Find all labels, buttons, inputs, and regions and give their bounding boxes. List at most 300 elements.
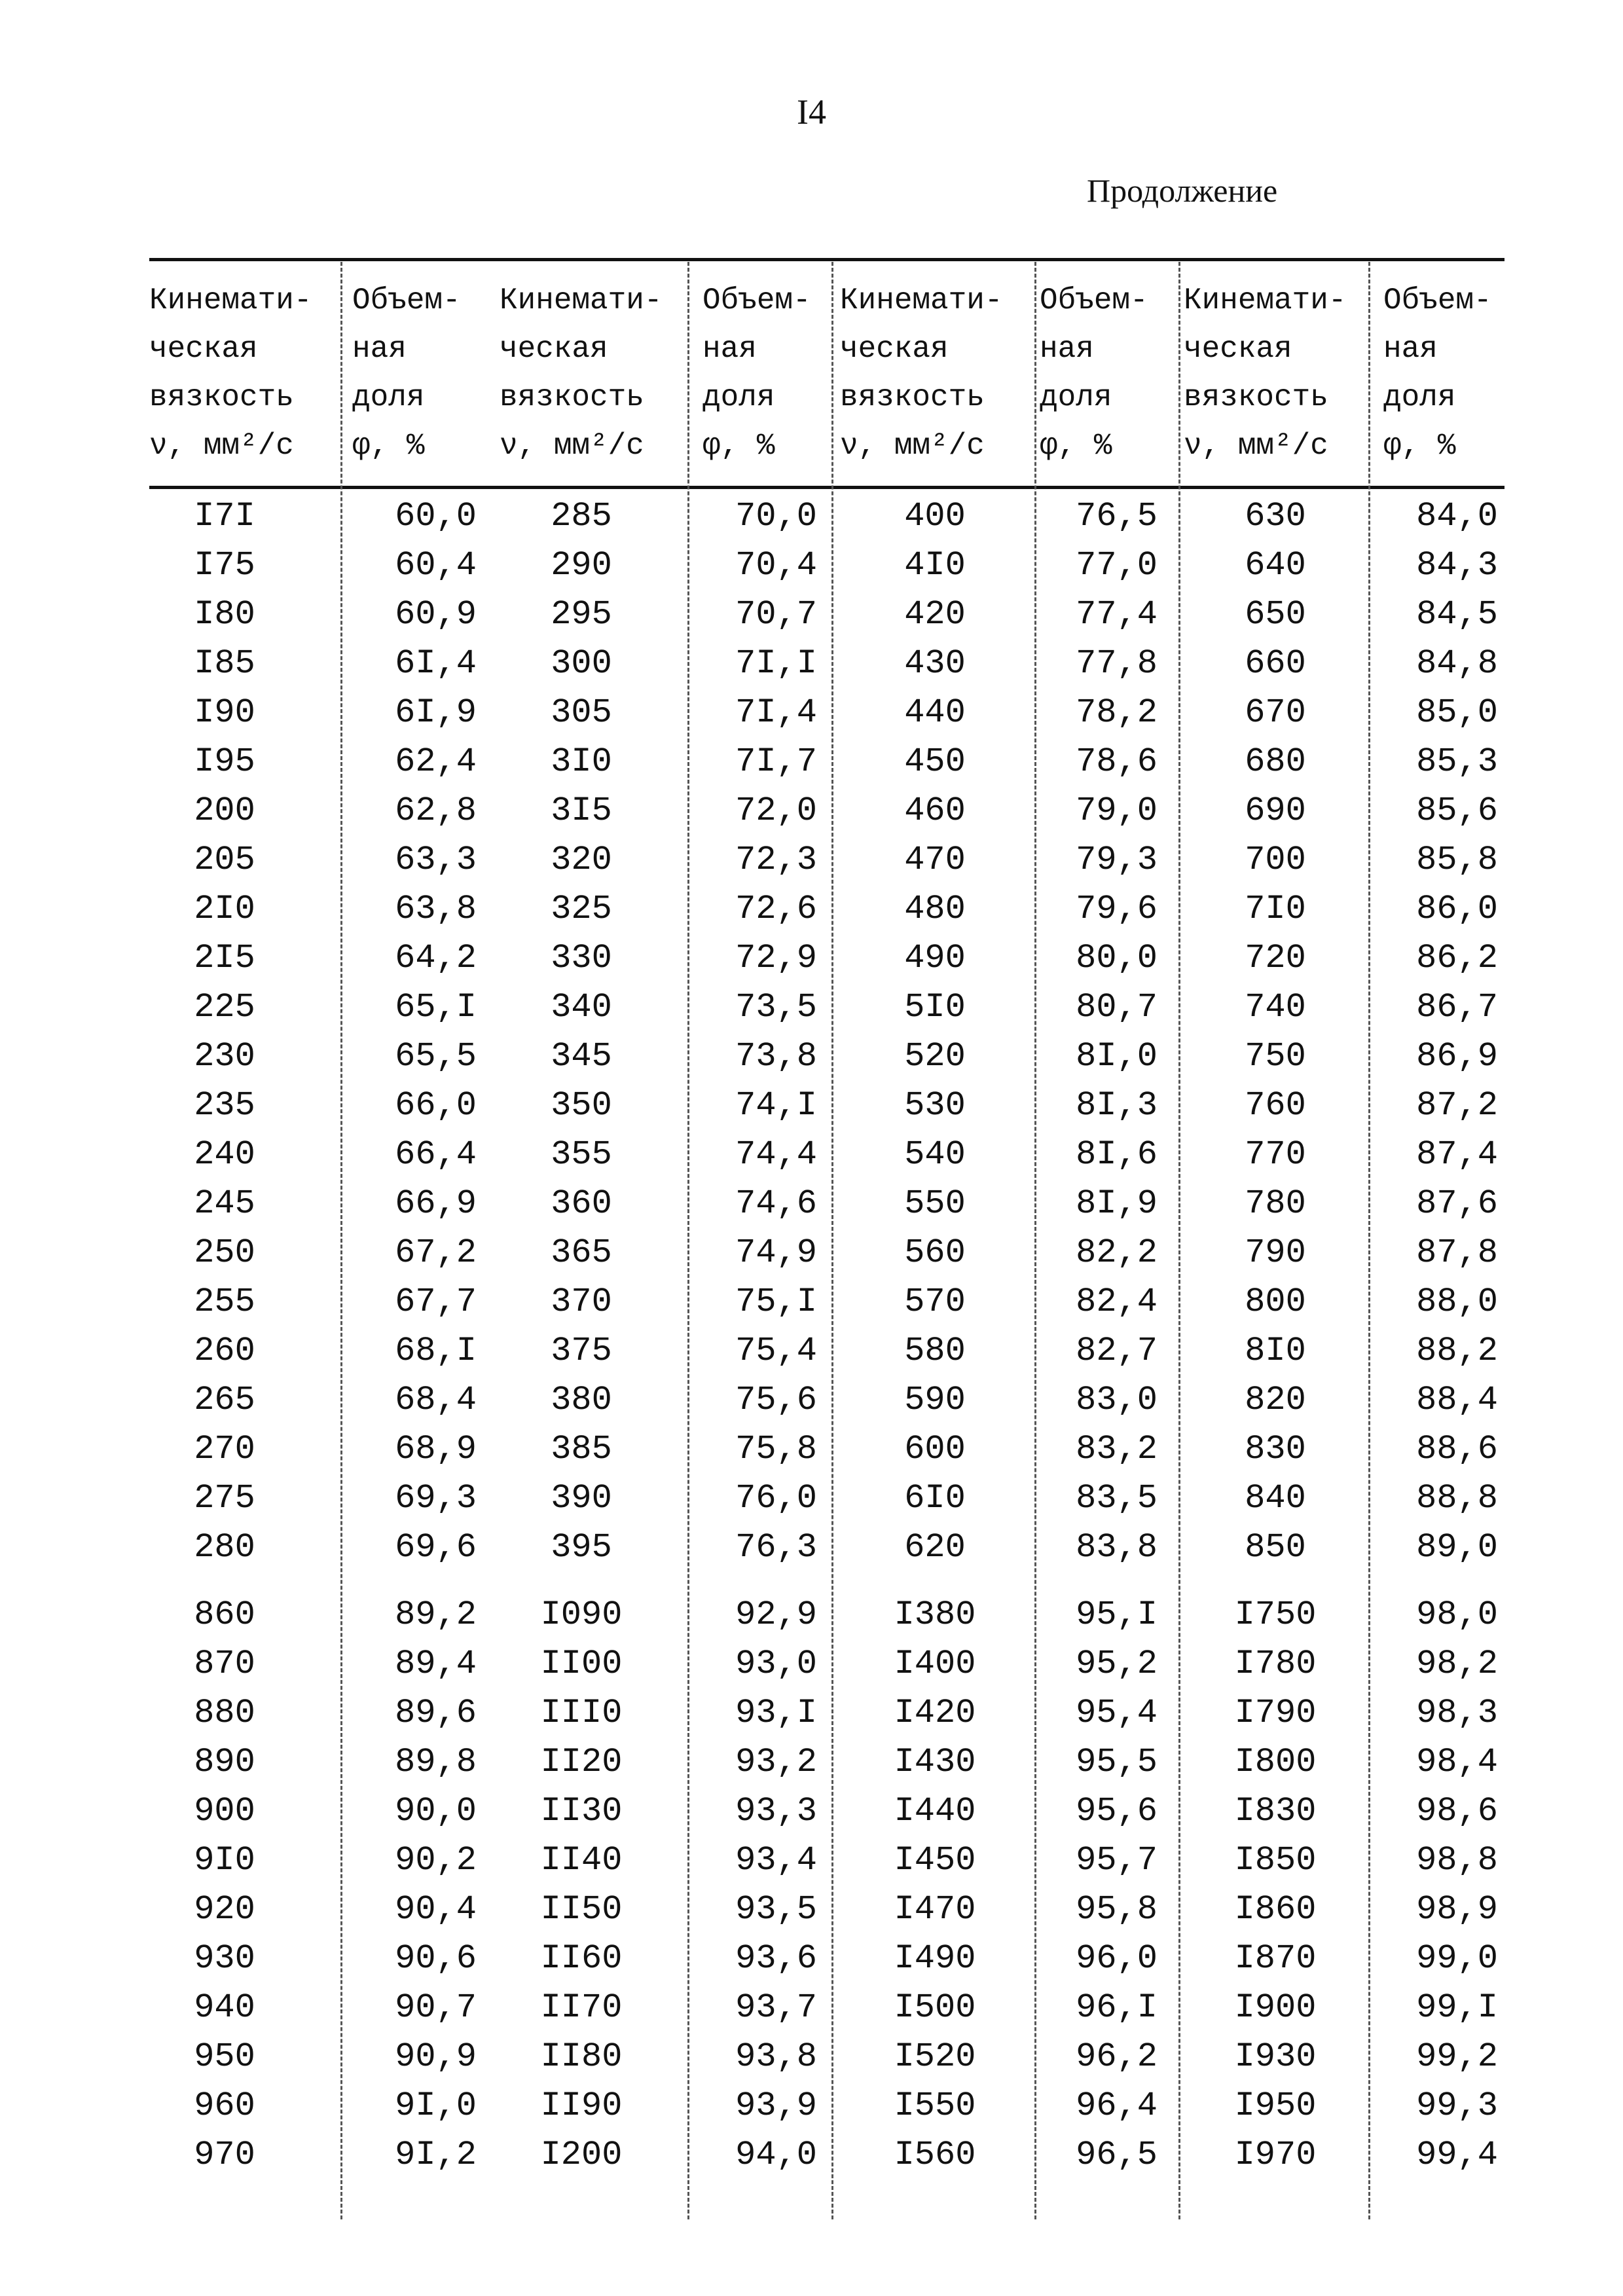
header-line: Кинемати- xyxy=(840,283,1003,318)
cell-volume-fraction: 93,5 xyxy=(735,1890,817,1929)
cell-volume-fraction: 8I,9 xyxy=(1076,1184,1158,1223)
cell-viscosity: 280 xyxy=(194,1528,255,1567)
cell-volume-fraction: 8I,0 xyxy=(1076,1037,1158,1076)
table-row xyxy=(149,492,1504,541)
table-row xyxy=(149,2131,1504,2179)
cell-viscosity: II40 xyxy=(540,1841,623,1880)
table-row xyxy=(149,885,1504,934)
cell-volume-fraction: 83,2 xyxy=(1076,1430,1158,1468)
cell-viscosity: 5I0 xyxy=(904,988,966,1027)
cell-viscosity: 760 xyxy=(1245,1086,1306,1125)
cell-viscosity: 330 xyxy=(551,939,612,977)
table-header-rule xyxy=(149,486,1504,489)
cell-viscosity: 3I0 xyxy=(551,742,612,781)
cell-viscosity: 560 xyxy=(904,1233,966,1272)
cell-viscosity: 385 xyxy=(551,1430,612,1468)
cell-viscosity: 450 xyxy=(904,742,966,781)
cell-viscosity: 270 xyxy=(194,1430,255,1468)
cell-volume-fraction: 60,9 xyxy=(395,595,477,634)
cell-volume-fraction: 8I,3 xyxy=(1076,1086,1158,1125)
table-row xyxy=(149,1787,1504,1836)
cell-volume-fraction: 89,6 xyxy=(395,1694,477,1732)
cell-viscosity: II20 xyxy=(540,1743,623,1781)
cell-viscosity: 620 xyxy=(904,1528,966,1567)
header-line: вязкость xyxy=(500,380,644,414)
header-line: доля xyxy=(1040,380,1112,414)
table-row xyxy=(149,983,1504,1032)
cell-volume-fraction: 93,I xyxy=(735,1694,817,1732)
cell-volume-fraction: 84,8 xyxy=(1416,644,1498,683)
table-row xyxy=(149,1082,1504,1130)
header-line: Объем- xyxy=(1040,283,1148,318)
cell-volume-fraction: 79,3 xyxy=(1076,841,1158,879)
cell-viscosity: 680 xyxy=(1245,742,1306,781)
cell-volume-fraction: 95,8 xyxy=(1076,1890,1158,1929)
cell-volume-fraction: 79,0 xyxy=(1076,792,1158,830)
cell-viscosity: 225 xyxy=(194,988,255,1027)
cell-volume-fraction: 68,9 xyxy=(395,1430,477,1468)
page-number: I4 xyxy=(797,92,826,132)
cell-volume-fraction: 98,0 xyxy=(1416,1595,1498,1634)
cell-viscosity: 285 xyxy=(551,497,612,536)
cell-viscosity: I420 xyxy=(894,1694,976,1732)
header-line: Кинемати- xyxy=(1184,283,1347,318)
cell-viscosity: I850 xyxy=(1234,1841,1317,1880)
cell-viscosity: 235 xyxy=(194,1086,255,1125)
cell-viscosity: 900 xyxy=(194,1792,255,1831)
header-line: Объем- xyxy=(1383,283,1492,318)
cell-volume-fraction: 88,6 xyxy=(1416,1430,1498,1468)
cell-volume-fraction: 74,9 xyxy=(735,1233,817,1272)
cell-volume-fraction: 78,2 xyxy=(1076,693,1158,732)
cell-viscosity: II50 xyxy=(540,1890,623,1929)
cell-volume-fraction: 86,7 xyxy=(1416,988,1498,1027)
cell-viscosity: II60 xyxy=(540,1939,623,1978)
table-top-rule xyxy=(149,258,1504,261)
table-row xyxy=(149,1376,1504,1425)
cell-viscosity: III0 xyxy=(540,1694,623,1732)
cell-viscosity: I560 xyxy=(894,2136,976,2174)
cell-volume-fraction: 87,2 xyxy=(1416,1086,1498,1125)
cell-viscosity: I470 xyxy=(894,1890,976,1929)
cell-volume-fraction: 84,3 xyxy=(1416,546,1498,585)
cell-volume-fraction: 74,I xyxy=(735,1086,817,1125)
cell-viscosity: I90 xyxy=(194,693,255,732)
cell-viscosity: 820 xyxy=(1245,1381,1306,1419)
cell-viscosity: 395 xyxy=(551,1528,612,1567)
cell-viscosity: 800 xyxy=(1245,1283,1306,1321)
cell-viscosity: I090 xyxy=(540,1595,623,1634)
cell-volume-fraction: 88,0 xyxy=(1416,1283,1498,1321)
cell-viscosity: I520 xyxy=(894,2037,976,2076)
table-row xyxy=(149,591,1504,639)
cell-volume-fraction: 8I,6 xyxy=(1076,1135,1158,1174)
cell-volume-fraction: 95,2 xyxy=(1076,1645,1158,1683)
cell-viscosity: 940 xyxy=(194,1988,255,2027)
cell-volume-fraction: 82,2 xyxy=(1076,1233,1158,1272)
cell-volume-fraction: 63,3 xyxy=(395,841,477,879)
cell-viscosity: 255 xyxy=(194,1283,255,1321)
cell-viscosity: 720 xyxy=(1245,939,1306,977)
cell-volume-fraction: 93,7 xyxy=(735,1988,817,2027)
header-line: доля xyxy=(702,380,775,414)
cell-viscosity: 430 xyxy=(904,644,966,683)
header-line: ческая xyxy=(149,332,258,366)
cell-viscosity: I80 xyxy=(194,595,255,634)
table-row xyxy=(149,1591,1504,1639)
cell-viscosity: 660 xyxy=(1245,644,1306,683)
cell-viscosity: 540 xyxy=(904,1135,966,1174)
continuation-label: Продолжение xyxy=(1087,172,1278,209)
cell-viscosity: 870 xyxy=(194,1645,255,1683)
cell-volume-fraction: 98,6 xyxy=(1416,1792,1498,1831)
header-line: вязкость xyxy=(149,380,294,414)
cell-volume-fraction: 99,I xyxy=(1416,1988,1498,2027)
cell-volume-fraction: 90,6 xyxy=(395,1939,477,1978)
cell-volume-fraction: 90,2 xyxy=(395,1841,477,1880)
cell-viscosity: 860 xyxy=(194,1595,255,1634)
table-row xyxy=(149,1229,1504,1277)
cell-volume-fraction: 96,2 xyxy=(1076,2037,1158,2076)
cell-volume-fraction: 73,8 xyxy=(735,1037,817,1076)
cell-viscosity: 690 xyxy=(1245,792,1306,830)
cell-viscosity: 590 xyxy=(904,1381,966,1419)
cell-volume-fraction: 93,0 xyxy=(735,1645,817,1683)
cell-viscosity: I490 xyxy=(894,1939,976,1978)
cell-viscosity: 2I0 xyxy=(194,890,255,928)
cell-volume-fraction: 83,5 xyxy=(1076,1479,1158,1518)
table-row xyxy=(149,934,1504,983)
cell-viscosity: 230 xyxy=(194,1037,255,1076)
cell-viscosity: 920 xyxy=(194,1890,255,1929)
cell-volume-fraction: 83,0 xyxy=(1076,1381,1158,1419)
cell-viscosity: I970 xyxy=(1234,2136,1317,2174)
header-line: φ, % xyxy=(702,429,775,463)
cell-volume-fraction: 93,3 xyxy=(735,1792,817,1831)
cell-viscosity: 830 xyxy=(1245,1430,1306,1468)
cell-volume-fraction: 72,9 xyxy=(735,939,817,977)
cell-volume-fraction: 86,9 xyxy=(1416,1037,1498,1076)
cell-viscosity: 600 xyxy=(904,1430,966,1468)
cell-viscosity: 520 xyxy=(904,1037,966,1076)
cell-viscosity: 770 xyxy=(1245,1135,1306,1174)
cell-volume-fraction: 80,0 xyxy=(1076,939,1158,977)
cell-volume-fraction: 65,5 xyxy=(395,1037,477,1076)
cell-volume-fraction: 67,7 xyxy=(395,1283,477,1321)
header-line: доля xyxy=(1383,380,1456,414)
cell-viscosity: I400 xyxy=(894,1645,976,1683)
cell-volume-fraction: 68,4 xyxy=(395,1381,477,1419)
cell-viscosity: 750 xyxy=(1245,1037,1306,1076)
table-row xyxy=(149,1738,1504,1787)
cell-volume-fraction: 90,7 xyxy=(395,1988,477,2027)
cell-volume-fraction: 83,8 xyxy=(1076,1528,1158,1567)
cell-viscosity: I500 xyxy=(894,1988,976,2027)
cell-volume-fraction: 70,0 xyxy=(735,497,817,536)
cell-viscosity: 340 xyxy=(551,988,612,1027)
table-row xyxy=(149,1180,1504,1228)
cell-viscosity: 200 xyxy=(194,792,255,830)
cell-viscosity: 950 xyxy=(194,2037,255,2076)
cell-viscosity: 580 xyxy=(904,1332,966,1370)
cell-volume-fraction: 88,8 xyxy=(1416,1479,1498,1518)
header-line: ческая xyxy=(500,332,608,366)
table-row xyxy=(149,787,1504,835)
cell-viscosity: 550 xyxy=(904,1184,966,1223)
cell-viscosity: II70 xyxy=(540,1988,623,2027)
cell-volume-fraction: 76,3 xyxy=(735,1528,817,1567)
cell-volume-fraction: 85,8 xyxy=(1416,841,1498,879)
cell-volume-fraction: 76,0 xyxy=(735,1479,817,1518)
cell-volume-fraction: 93,9 xyxy=(735,2086,817,2125)
cell-volume-fraction: 6I,4 xyxy=(395,644,477,683)
cell-volume-fraction: 6I,9 xyxy=(395,693,477,732)
cell-volume-fraction: 65,I xyxy=(395,988,477,1027)
cell-volume-fraction: 98,8 xyxy=(1416,1841,1498,1880)
cell-volume-fraction: 99,2 xyxy=(1416,2037,1498,2076)
cell-volume-fraction: 95,I xyxy=(1076,1595,1158,1634)
cell-viscosity: 7I0 xyxy=(1245,890,1306,928)
table-row xyxy=(149,1474,1504,1523)
header-line: φ, % xyxy=(352,429,425,463)
cell-viscosity: I450 xyxy=(894,1841,976,1880)
header-line: ν, мм²/с xyxy=(1184,429,1328,463)
cell-viscosity: I830 xyxy=(1234,1792,1317,1831)
header-viscosity xyxy=(840,276,1002,470)
cell-volume-fraction: 82,4 xyxy=(1076,1283,1158,1321)
header-volume-fraction xyxy=(352,276,461,470)
header-line: ческая xyxy=(1184,332,1292,366)
table-row xyxy=(149,1935,1504,1983)
cell-viscosity: 245 xyxy=(194,1184,255,1223)
cell-volume-fraction: 99,0 xyxy=(1416,1939,1498,1978)
header-viscosity xyxy=(500,276,662,470)
cell-viscosity: I85 xyxy=(194,644,255,683)
cell-volume-fraction: 66,0 xyxy=(395,1086,477,1125)
cell-volume-fraction: 77,8 xyxy=(1076,644,1158,683)
cell-viscosity: 295 xyxy=(551,595,612,634)
table-header xyxy=(149,276,1504,486)
cell-viscosity: I800 xyxy=(1234,1743,1317,1781)
cell-volume-fraction: 95,4 xyxy=(1076,1694,1158,1732)
cell-viscosity: I550 xyxy=(894,2086,976,2125)
cell-viscosity: 470 xyxy=(904,841,966,879)
header-volume-fraction xyxy=(1040,276,1148,470)
cell-volume-fraction: 96,4 xyxy=(1076,2086,1158,2125)
cell-volume-fraction: 78,6 xyxy=(1076,742,1158,781)
cell-viscosity: 390 xyxy=(551,1479,612,1518)
cell-volume-fraction: 89,2 xyxy=(395,1595,477,1634)
cell-viscosity: 380 xyxy=(551,1381,612,1419)
cell-viscosity: 780 xyxy=(1245,1184,1306,1223)
cell-volume-fraction: 64,2 xyxy=(395,939,477,977)
cell-viscosity: 250 xyxy=(194,1233,255,1272)
cell-volume-fraction: 96,5 xyxy=(1076,2136,1158,2174)
cell-viscosity: 4I0 xyxy=(904,546,966,585)
header-line: φ, % xyxy=(1383,429,1456,463)
cell-viscosity: 490 xyxy=(904,939,966,977)
cell-volume-fraction: 90,0 xyxy=(395,1792,477,1831)
cell-volume-fraction: 89,8 xyxy=(395,1743,477,1781)
table-row xyxy=(149,1836,1504,1885)
cell-viscosity: 325 xyxy=(551,890,612,928)
cell-volume-fraction: 98,2 xyxy=(1416,1645,1498,1683)
cell-viscosity: I7I xyxy=(194,497,255,536)
cell-volume-fraction: 74,6 xyxy=(735,1184,817,1223)
cell-volume-fraction: 7I,7 xyxy=(735,742,817,781)
cell-volume-fraction: 69,3 xyxy=(395,1479,477,1518)
cell-volume-fraction: 63,8 xyxy=(395,890,477,928)
cell-viscosity: 420 xyxy=(904,595,966,634)
cell-viscosity: I930 xyxy=(1234,2037,1317,2076)
cell-volume-fraction: 95,7 xyxy=(1076,1841,1158,1880)
cell-viscosity: I95 xyxy=(194,742,255,781)
cell-volume-fraction: 75,6 xyxy=(735,1381,817,1419)
table-row xyxy=(149,1640,1504,1688)
header-line: Объем- xyxy=(702,283,811,318)
cell-viscosity: I950 xyxy=(1234,2086,1317,2125)
cell-volume-fraction: 76,5 xyxy=(1076,497,1158,536)
table-row xyxy=(149,1327,1504,1376)
header-volume-fraction xyxy=(702,276,811,470)
cell-viscosity: 400 xyxy=(904,497,966,536)
cell-viscosity: 650 xyxy=(1245,595,1306,634)
table-row xyxy=(149,541,1504,590)
header-line: Кинемати- xyxy=(149,283,312,318)
cell-volume-fraction: 93,2 xyxy=(735,1743,817,1781)
cell-volume-fraction: 84,0 xyxy=(1416,497,1498,536)
cell-viscosity: 930 xyxy=(194,1939,255,1978)
cell-volume-fraction: 62,4 xyxy=(395,742,477,781)
cell-volume-fraction: 87,6 xyxy=(1416,1184,1498,1223)
cell-viscosity: I860 xyxy=(1234,1890,1317,1929)
cell-viscosity: 360 xyxy=(551,1184,612,1223)
cell-volume-fraction: 72,3 xyxy=(735,841,817,879)
cell-volume-fraction: 99,3 xyxy=(1416,2086,1498,2125)
cell-viscosity: 205 xyxy=(194,841,255,879)
cell-viscosity: 890 xyxy=(194,1743,255,1781)
cell-viscosity: 260 xyxy=(194,1332,255,1370)
cell-volume-fraction: 82,7 xyxy=(1076,1332,1158,1370)
cell-viscosity: 880 xyxy=(194,1694,255,1732)
cell-viscosity: 460 xyxy=(904,792,966,830)
cell-volume-fraction: 74,4 xyxy=(735,1135,817,1174)
cell-volume-fraction: 60,0 xyxy=(395,497,477,536)
table-row xyxy=(149,1523,1504,1572)
header-viscosity xyxy=(1184,276,1346,470)
cell-viscosity: 970 xyxy=(194,2136,255,2174)
cell-volume-fraction: 93,6 xyxy=(735,1939,817,1978)
header-viscosity xyxy=(149,276,312,470)
cell-volume-fraction: 79,6 xyxy=(1076,890,1158,928)
cell-volume-fraction: 90,4 xyxy=(395,1890,477,1929)
cell-viscosity: I440 xyxy=(894,1792,976,1831)
header-line: ν, мм²/с xyxy=(149,429,294,463)
cell-volume-fraction: 72,6 xyxy=(735,890,817,928)
cell-volume-fraction: 69,6 xyxy=(395,1528,477,1567)
cell-viscosity: II30 xyxy=(540,1792,623,1831)
cell-viscosity: 8I0 xyxy=(1245,1332,1306,1370)
cell-volume-fraction: 87,4 xyxy=(1416,1135,1498,1174)
header-volume-fraction xyxy=(1383,276,1492,470)
cell-viscosity: I380 xyxy=(894,1595,976,1634)
cell-volume-fraction: 87,8 xyxy=(1416,1233,1498,1272)
header-line: φ, % xyxy=(1040,429,1112,463)
cell-viscosity: 530 xyxy=(904,1086,966,1125)
cell-volume-fraction: 95,6 xyxy=(1076,1792,1158,1831)
cell-volume-fraction: 77,0 xyxy=(1076,546,1158,585)
table-row xyxy=(149,1425,1504,1474)
cell-volume-fraction: 72,0 xyxy=(735,792,817,830)
cell-volume-fraction: 66,4 xyxy=(395,1135,477,1174)
cell-volume-fraction: 7I,4 xyxy=(735,693,817,732)
cell-volume-fraction: 60,4 xyxy=(395,546,477,585)
table-row xyxy=(149,1984,1504,2032)
cell-volume-fraction: 90,9 xyxy=(395,2037,477,2076)
cell-volume-fraction: 80,7 xyxy=(1076,988,1158,1027)
header-line: ная xyxy=(1383,332,1438,366)
cell-viscosity: 570 xyxy=(904,1283,966,1321)
cell-volume-fraction: 85,3 xyxy=(1416,742,1498,781)
cell-viscosity: 790 xyxy=(1245,1233,1306,1272)
header-line: ческая xyxy=(840,332,949,366)
cell-volume-fraction: 96,0 xyxy=(1076,1939,1158,1978)
cell-volume-fraction: 70,7 xyxy=(735,595,817,634)
cell-viscosity: 9I0 xyxy=(194,1841,255,1880)
cell-volume-fraction: 77,4 xyxy=(1076,595,1158,634)
cell-volume-fraction: 70,4 xyxy=(735,546,817,585)
cell-viscosity: 700 xyxy=(1245,841,1306,879)
cell-volume-fraction: 85,6 xyxy=(1416,792,1498,830)
table-row xyxy=(149,640,1504,688)
cell-volume-fraction: 93,4 xyxy=(735,1841,817,1880)
cell-viscosity: I790 xyxy=(1234,1694,1317,1732)
cell-volume-fraction: 85,0 xyxy=(1416,693,1498,732)
cell-volume-fraction: 98,4 xyxy=(1416,1743,1498,1781)
cell-volume-fraction: 86,2 xyxy=(1416,939,1498,977)
cell-volume-fraction: 89,4 xyxy=(395,1645,477,1683)
cell-volume-fraction: 67,2 xyxy=(395,1233,477,1272)
cell-viscosity: 480 xyxy=(904,890,966,928)
cell-viscosity: I750 xyxy=(1234,1595,1317,1634)
cell-viscosity: 630 xyxy=(1245,497,1306,536)
cell-volume-fraction: 92,9 xyxy=(735,1595,817,1634)
table-row xyxy=(149,1886,1504,1934)
cell-viscosity: I200 xyxy=(540,2136,623,2174)
header-line: вязкость xyxy=(840,380,985,414)
cell-volume-fraction: 9I,2 xyxy=(395,2136,477,2174)
cell-volume-fraction: 89,0 xyxy=(1416,1528,1498,1567)
cell-viscosity: I900 xyxy=(1234,1988,1317,2027)
cell-volume-fraction: 66,9 xyxy=(395,1184,477,1223)
cell-volume-fraction: 95,5 xyxy=(1076,1743,1158,1781)
cell-viscosity: 300 xyxy=(551,644,612,683)
cell-viscosity: 350 xyxy=(551,1086,612,1125)
table-row xyxy=(149,836,1504,884)
cell-viscosity: 290 xyxy=(551,546,612,585)
cell-volume-fraction: 73,5 xyxy=(735,988,817,1027)
cell-volume-fraction: 98,3 xyxy=(1416,1694,1498,1732)
table-row xyxy=(149,2033,1504,2081)
cell-viscosity: 670 xyxy=(1245,693,1306,732)
cell-volume-fraction: 99,4 xyxy=(1416,2136,1498,2174)
table-row xyxy=(149,689,1504,737)
cell-viscosity: 375 xyxy=(551,1332,612,1370)
table-row xyxy=(149,1131,1504,1179)
cell-viscosity: 320 xyxy=(551,841,612,879)
cell-viscosity: II00 xyxy=(540,1645,623,1683)
cell-volume-fraction: 75,I xyxy=(735,1283,817,1321)
